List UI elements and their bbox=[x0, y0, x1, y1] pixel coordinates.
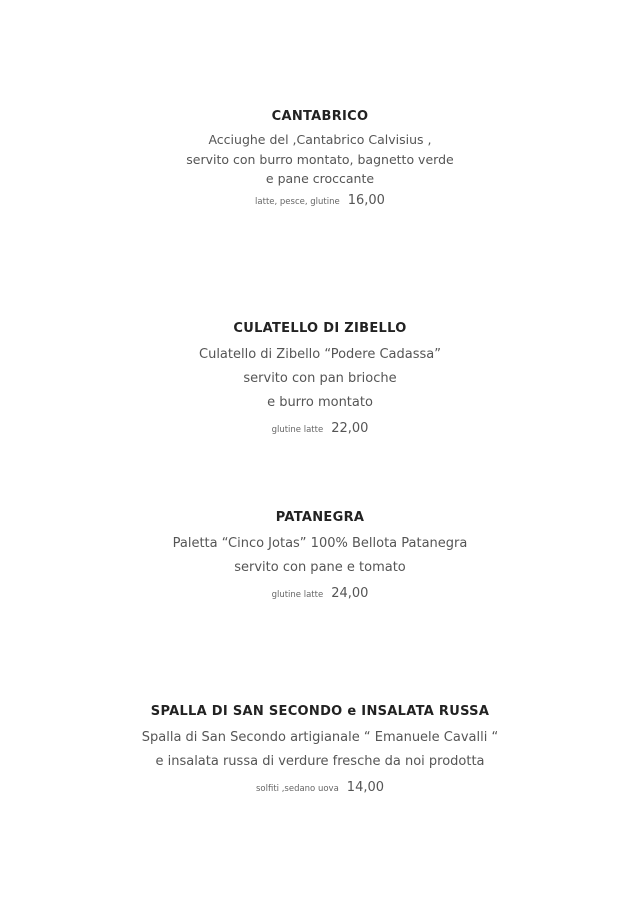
dish-spalla-san-secondo bbox=[0, 702, 640, 801]
dish-title: CANTABRICO bbox=[271, 109, 369, 124]
dish-title: PATANEGRA bbox=[275, 510, 365, 525]
dish-description-line: servito con pane e tomato bbox=[234, 560, 406, 575]
dish-cantabrico bbox=[0, 108, 640, 212]
dish-description-line: servito con burro montato, bagnetto verde bbox=[186, 151, 454, 167]
allergens-text: glutine latte bbox=[271, 590, 324, 600]
dish-meta bbox=[0, 580, 640, 607]
price-text: 24,00 bbox=[331, 586, 369, 601]
dish-title: SPALLA DI SAN SECONDO e INSALATA RUSSA bbox=[150, 704, 490, 719]
allergens-text: glutine latte bbox=[271, 425, 324, 435]
dish-meta bbox=[0, 415, 640, 442]
price-text: 14,00 bbox=[346, 780, 385, 795]
dish-description-line: Culatello di Zibello “Podere Cadassa” bbox=[199, 347, 441, 362]
dish-title: CULATELLO DI ZIBELLO bbox=[233, 321, 407, 336]
dish-description-line: servito con pan brioche bbox=[243, 371, 397, 386]
dish-description-line: Spalla di San Secondo artigianale “ Emanuele Cavalli “ bbox=[141, 730, 499, 745]
dish-description-line: Paletta “Cinco Jotas” 100% Bellota Patanegra bbox=[172, 536, 468, 551]
dish-culatello bbox=[0, 319, 640, 442]
dish-patanegra bbox=[0, 508, 640, 607]
dish-description-line: Acciughe del ,Cantabrico Calvisius , bbox=[208, 132, 432, 147]
dish-meta bbox=[0, 774, 640, 801]
price-text: 16,00 bbox=[347, 192, 385, 208]
allergens-text: solfiti ,sedano uova bbox=[255, 784, 339, 794]
dish-meta bbox=[0, 189, 640, 212]
allergens-text: latte, pesce, glutine bbox=[255, 196, 340, 207]
dish-description-line: e insalata russa di verdure fresche da noi prodotta bbox=[155, 754, 485, 769]
dish-description-line: e pane croccante bbox=[265, 171, 375, 186]
dish-description-line: e burro montato bbox=[267, 395, 373, 410]
price-text: 22,00 bbox=[331, 421, 369, 436]
